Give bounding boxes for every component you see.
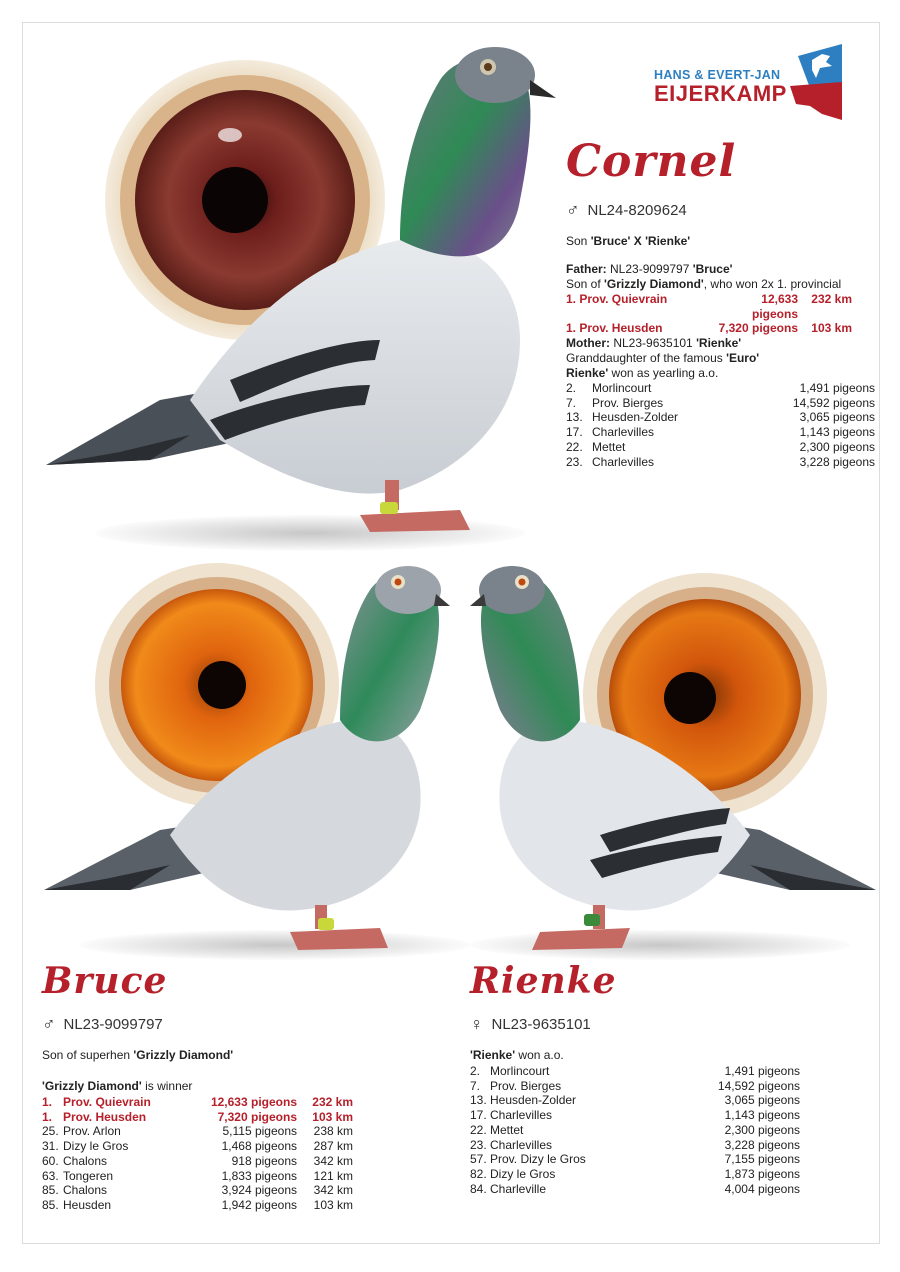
- result-row: 23. Charlevilles 3,228 pigeons: [470, 1137, 800, 1152]
- cornel-parentage: Son 'Bruce' X 'Rienke': [566, 234, 691, 248]
- rienke-intro: 'Rienke' won a.o.: [470, 1048, 564, 1062]
- mother-result-row: 22. Mettet 2,300 pigeons: [566, 439, 875, 454]
- father-desc: Son of 'Grizzly Diamond', who won 2x 1. provincial: [566, 277, 842, 291]
- mother-result-row: 17. Charlevilles 1,143 pigeons: [566, 425, 875, 440]
- father-result-row: 1. Prov. Heusden 7,320 pigeons 103 km: [566, 321, 852, 336]
- bruce-winner-line: 'Grizzly Diamond' is winner: [42, 1079, 193, 1093]
- rienke-ring: NL23-9635101: [491, 1016, 591, 1033]
- rienke-ring-line: [470, 1014, 591, 1035]
- result-row: 60. Chalons 918 pigeons 342 km: [42, 1153, 353, 1168]
- bruce-name: Bruce: [42, 960, 168, 1002]
- mother-line: Mother: NL23-9635101 'Rienke': [566, 336, 742, 350]
- result-row: 57. Prov. Dizy le Gros 7,155 pigeons: [470, 1152, 800, 1167]
- bruce-ring: NL23-9099797: [63, 1016, 163, 1033]
- result-row: 85. Heusden 1,942 pigeons 103 km: [42, 1197, 353, 1212]
- result-row: 1. Prov. Heusden 7,320 pigeons 103 km: [42, 1109, 353, 1124]
- result-row: 7. Prov. Bierges 14,592 pigeons: [470, 1078, 800, 1093]
- mother-result-row: 23. Charlevilles 3,228 pigeons: [566, 454, 875, 469]
- logo-line2: EIJERKAMP: [654, 81, 787, 106]
- result-row: 25. Prov. Arlon 5,115 pigeons 238 km: [42, 1124, 353, 1139]
- logo: [650, 42, 850, 122]
- mother-desc-2: Rienke' won as yearling a.o.: [566, 366, 719, 380]
- bruce-results: [42, 1095, 362, 1213]
- result-row: 85. Chalons 3,924 pigeons 342 km: [42, 1183, 353, 1198]
- result-row: 31. Dizy le Gros 1,468 pigeons 287 km: [42, 1139, 353, 1154]
- result-row: 82. Dizy le Gros 1,873 pigeons: [470, 1166, 800, 1181]
- bruce-ring-line: [42, 1014, 163, 1035]
- result-row: 2. Morlincourt 1,491 pigeons: [470, 1064, 800, 1078]
- cornel-father-block: [566, 262, 856, 336]
- father-line: Father: NL23-9099797 'Bruce': [566, 262, 733, 276]
- cornel-pigeon-image: [40, 40, 570, 560]
- bruce-pigeon-image: [40, 560, 460, 960]
- cornel-ring-line: [566, 200, 687, 221]
- rienke-results: [470, 1064, 810, 1196]
- mother-result-row: 2. Morlincourt 1,491 pigeons: [566, 381, 875, 395]
- result-row: 17. Charlevilles 1,143 pigeons: [470, 1108, 800, 1123]
- male-icon: ♂: [42, 1014, 56, 1034]
- result-row: 63. Tongeren 1,833 pigeons 121 km: [42, 1168, 353, 1183]
- rienke-name: Rienke: [470, 960, 617, 1002]
- logo-line1: HANS & EVERT-JAN: [654, 68, 781, 82]
- result-row: 13. Heusden-Zolder 3,065 pigeons: [470, 1093, 800, 1108]
- result-row: 22. Mettet 2,300 pigeons: [470, 1122, 800, 1137]
- result-row: 84. Charleville 4,004 pigeons: [470, 1181, 800, 1196]
- female-icon: ♀: [470, 1014, 484, 1034]
- male-icon: ♂: [566, 200, 580, 220]
- rienke-pigeon-image: [460, 560, 880, 960]
- cornel-mother-block: [566, 336, 876, 469]
- result-row: 1. Prov. Quievrain 12,633 pigeons 232 km: [42, 1095, 353, 1109]
- mother-desc-1: Granddaughter of the famous 'Euro': [566, 351, 760, 365]
- cornel-ring: NL24-8209624: [587, 202, 687, 219]
- father-result-row: 1. Prov. Quievrain 12,633 pigeons 232 km: [566, 292, 852, 321]
- mother-result-row: 7. Prov. Bierges 14,592 pigeons: [566, 395, 875, 410]
- bruce-intro: Son of superhen 'Grizzly Diamond': [42, 1048, 234, 1062]
- mother-result-row: 13. Heusden-Zolder 3,065 pigeons: [566, 410, 875, 425]
- cornel-name: Cornel: [566, 136, 737, 187]
